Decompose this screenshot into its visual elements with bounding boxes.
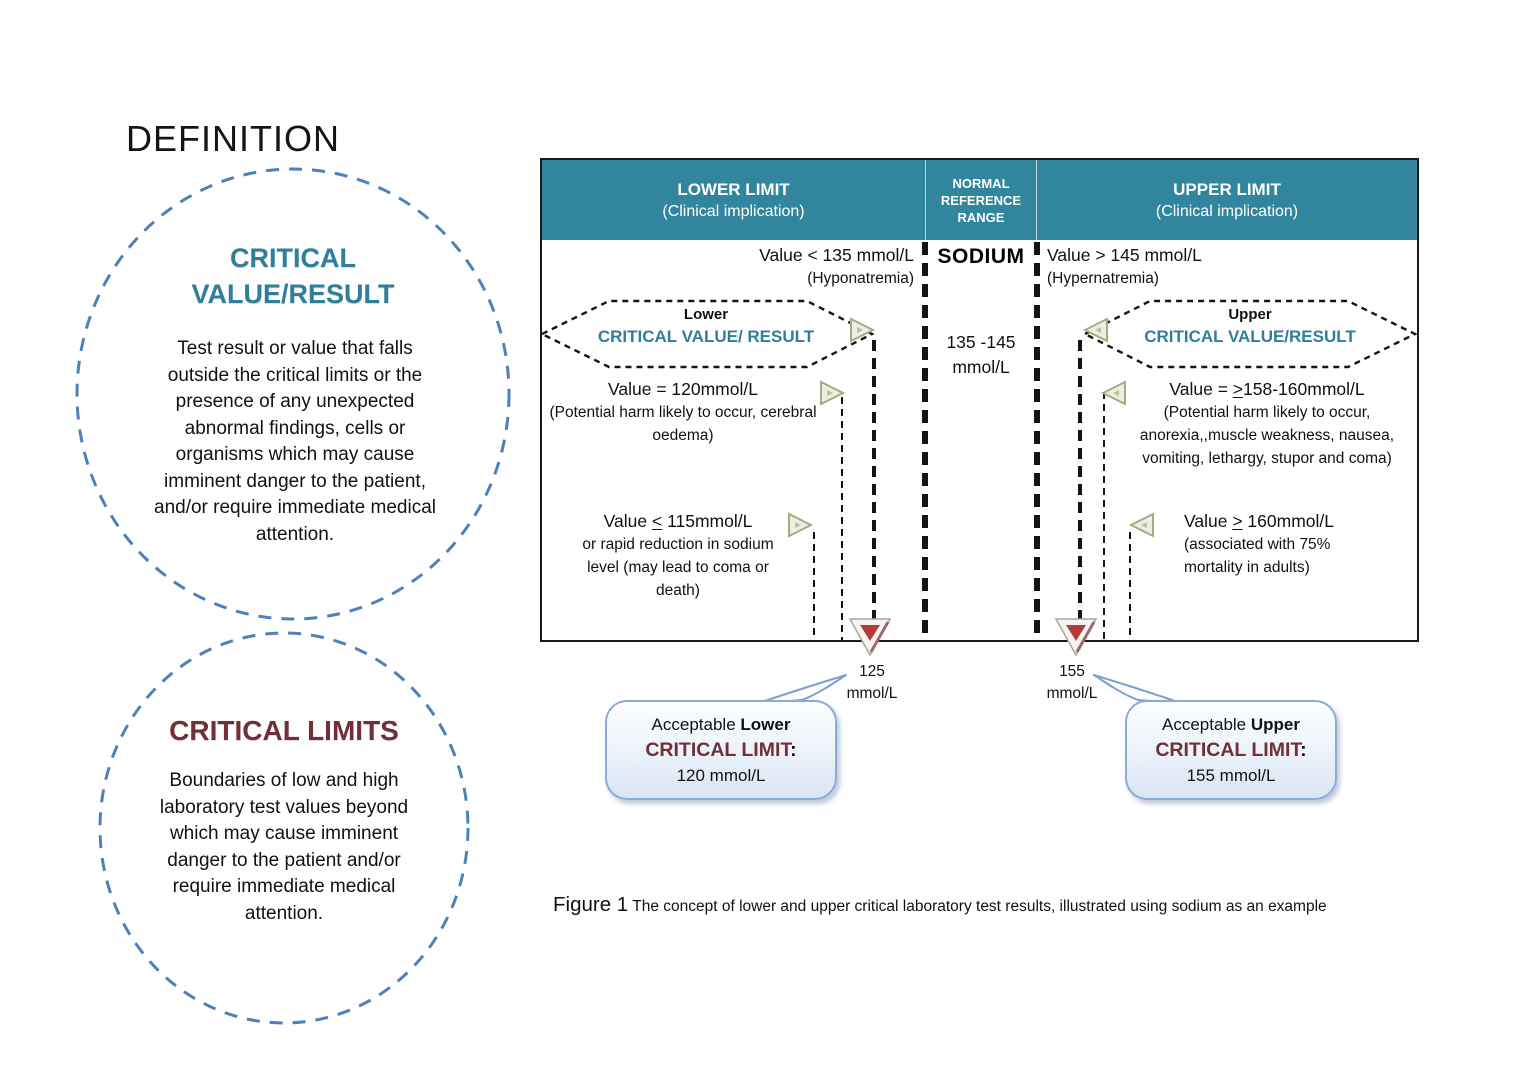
lower-hexagon-label: Lower CRITICAL VALUE/ RESULT (597, 306, 815, 346)
upper-critical-limit-callout: Acceptable Upper CRITICAL LIMIT: 155 mmol/L (1125, 700, 1337, 800)
critical-value-definition: Test result or value that falls outside the critical limits or the presence of any unexpected abnormal findings, cells or organisms which may cause imminent danger to the patient, and/or require immediate medical attention. (154, 338, 436, 545)
upper-limit-marker-icon (1053, 615, 1099, 661)
lower-value-115-desc: or rapid reduction in sodium level (may lead to coma or death) (582, 536, 774, 599)
lower-threshold-block (602, 244, 914, 290)
upper-160-line (1129, 532, 1131, 640)
upper-marker-label: 155 mmol/L (1046, 663, 1098, 702)
normal-range-right-line (1034, 242, 1040, 638)
upper-hexagon-arrow-icon (1082, 316, 1110, 344)
lower-marker-label: 125 mmol/L (846, 663, 898, 702)
upper-value-160-block: Value > 160mmol/L (associated with 75% mortality in adults) (1184, 510, 1359, 579)
lower-condition: (Hyponatremia) (807, 270, 914, 287)
upper-critical-line (1078, 340, 1082, 640)
lower-value-120-block: Value = 120mmol/L (Potential harm likely to occur, cerebral oedema) (548, 378, 818, 447)
lower-threshold: Value < 135 mmol/L (759, 245, 914, 265)
header-upper-limit: UPPER LIMIT (Clinical implication) (1155, 179, 1299, 220)
upper-value-160-desc: (associated with 75% mortality in adults) (1184, 536, 1331, 576)
lower-value-120-desc: (Potential harm likely to occur, cerebral oedema) (549, 404, 817, 444)
lower-value-115-block: Value < 115mmol/L or rapid reduction in sodium level (may lead to coma or death) (578, 510, 778, 602)
critical-value-title (133, 240, 453, 312)
upper-158-line (1103, 392, 1105, 640)
upper-value-158-desc: (Potential harm likely to occur, anorexia,,muscle weakness, nausea, vomiting, lethargy, stupor and coma) (1139, 404, 1395, 467)
upper-160-arrow-icon (1128, 511, 1156, 539)
upper-value-158-block: Value = >158-160mmol/L (Potential harm likely to occur, anorexia,,muscle weakness, nausea, vomiting, lethargy, stupor and coma) (1120, 378, 1414, 470)
critical-limits-title: CRITICAL LIMITS (169, 715, 399, 746)
lower-limit-marker-icon (847, 615, 893, 661)
lower-115-line (813, 532, 815, 640)
analyte-name: SODIUM (937, 245, 1025, 268)
critical-value-title-line1: CRITICAL (230, 243, 356, 273)
figure-caption-text: The concept of lower and upper critical laboratory test results, illustrated using sodium as an example (628, 898, 1327, 915)
upper-hexagon-label: Upper CRITICAL VALUE/RESULT (1144, 306, 1356, 346)
critical-value-title-line2: VALUE/RESULT (191, 279, 395, 309)
table-header-row (542, 160, 1417, 240)
figure-caption (553, 893, 1453, 917)
header-lower-limit: LOWER LIMIT (Clinical implication) (662, 179, 805, 220)
page-title: DEFINITION (126, 118, 340, 159)
lower-120-arrow-icon (818, 379, 846, 407)
sodium-limits-table (540, 158, 1419, 642)
normal-range-left-line (922, 242, 928, 638)
header-normal-reference-range: NORMAL REFERENCE RANGE (925, 160, 1037, 240)
figure-caption-label: Figure 1 (553, 893, 629, 916)
table-body (542, 240, 1417, 640)
upper-threshold: Value > 145 mmol/L (1047, 245, 1202, 265)
upper-threshold-block (1047, 244, 1367, 290)
upper-condition: (Hypernatremia) (1047, 270, 1159, 287)
lower-120-line (841, 397, 843, 640)
lower-115-arrow-icon (786, 511, 814, 539)
lower-hexagon-arrow-icon (848, 316, 876, 344)
lower-critical-line (872, 340, 876, 640)
lower-critical-limit-callout: Acceptable Lower CRITICAL LIMIT: 120 mmol/L (605, 700, 837, 800)
normal-range-value: 135 -145 mmol/L (946, 332, 1016, 377)
critical-limits-definition: Boundaries of low and high laboratory test values beyond which may cause imminent danger to the patient and/or require immediate medical attention. (159, 770, 409, 924)
